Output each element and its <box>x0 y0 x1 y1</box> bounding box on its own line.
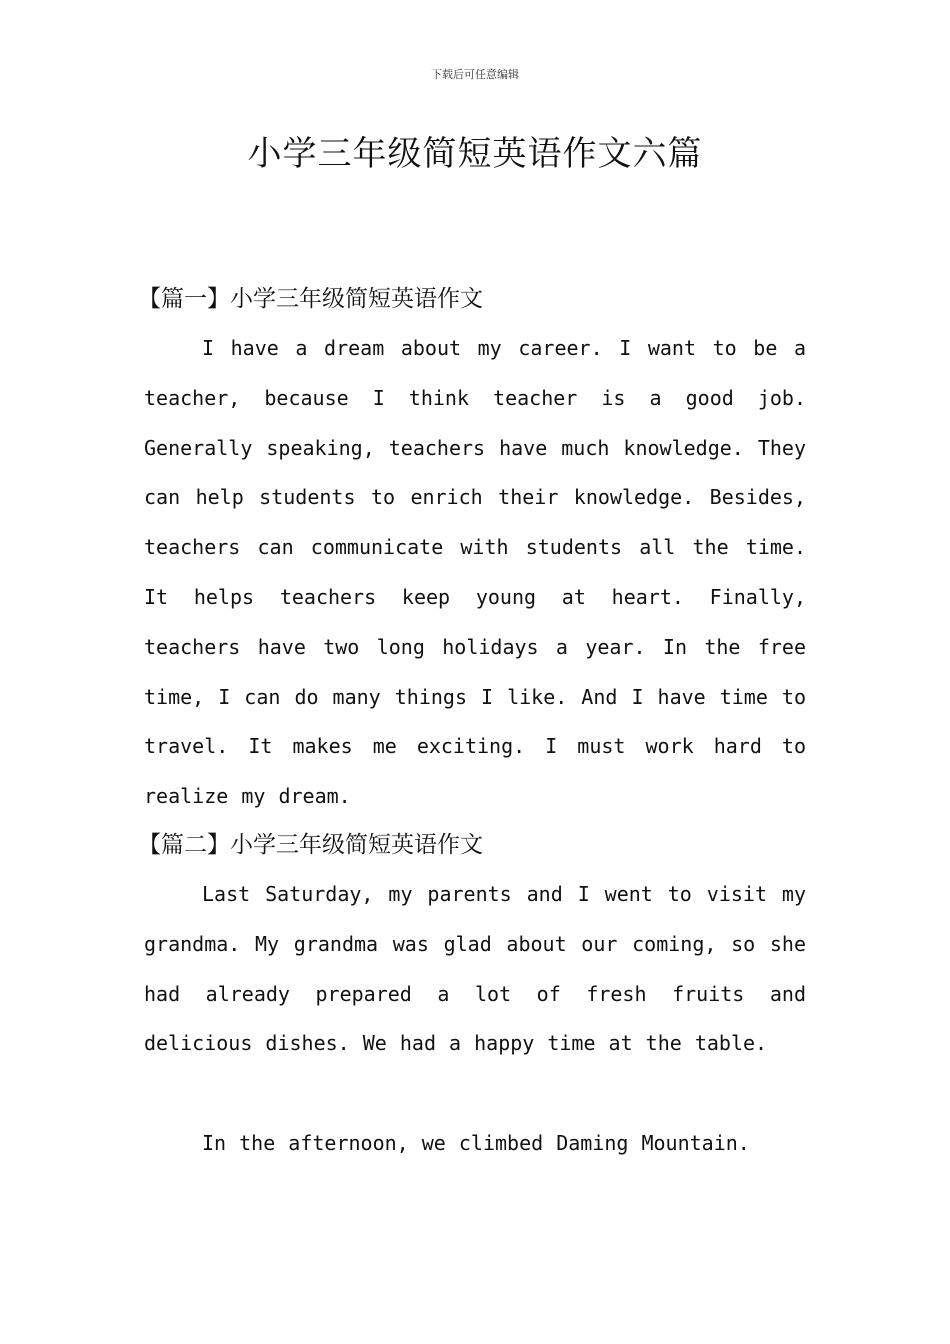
section-heading: 【篇二】小学三年级简短英语作文 <box>138 831 483 858</box>
paragraph: Last Saturday, my parents and I went to visit my grandma. My grandma was glad about our coming, so she had already prepared a lot of fresh fruits and delicious dishes. We had a happy time at the table. <box>144 881 806 1056</box>
paragraph: In the afternoon, we climbed Daming Mountain. <box>202 1131 750 1156</box>
paragraph: I have a dream about my career. I want to be a teacher, because I think teacher is a good job. Generally speaking, teachers have much knowledge. They can help students to enrich their knowledge. Besides, teachers can communicate with students all the time. It helps teachers keep young at heart. Finally, teachers have two long holidays a year. In the free time, I can do many things I like. And I have time to travel. It makes me exciting. I must work hard to realize my dream. <box>144 336 806 809</box>
document-title: 小学三年级简短英语作文六篇 <box>247 134 703 174</box>
section-1 <box>138 276 806 822</box>
section-2 <box>138 822 806 1169</box>
page-header-note: 下载后可任意编辑 <box>431 68 519 81</box>
section-heading: 【篇一】小学三年级简短英语作文 <box>138 286 483 312</box>
paragraph-spacer <box>144 1069 806 1119</box>
document-body <box>138 276 806 1169</box>
